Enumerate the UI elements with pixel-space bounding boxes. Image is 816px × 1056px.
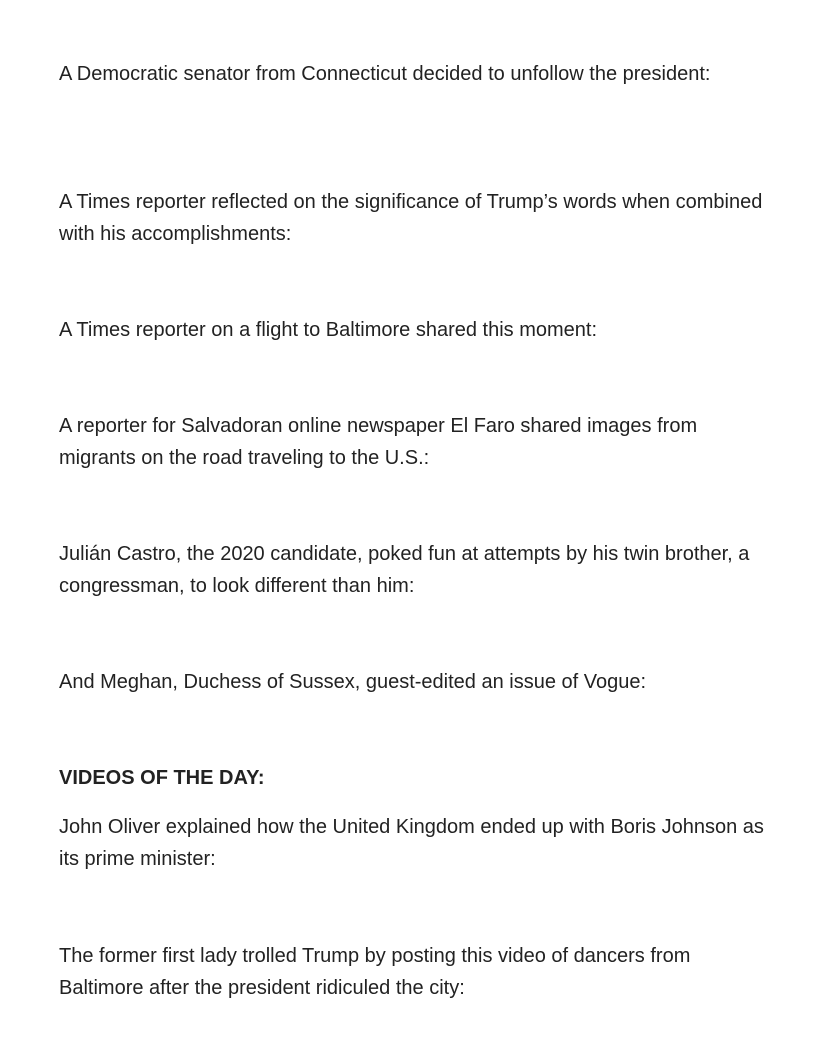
paragraph-senator-unfollow: A Democratic senator from Connecticut decided to unfollow the president: — [59, 63, 711, 85]
videos-of-the-day-heading: VIDEOS OF THE DAY: — [59, 767, 265, 789]
paragraph-john-oliver: John Oliver explained how the United Kingdom ended up with Boris Johnson as its prime minister: — [59, 816, 764, 870]
paragraph-former-first-lady: The former first lady trolled Trump by posting this video of dancers from Baltimore after the president ridiculed the city: — [59, 945, 691, 999]
paragraph-el-faro-reporter: A reporter for Salvadoran online newspaper El Faro shared images from migrants on the road traveling to the U.S.: — [59, 415, 698, 469]
paragraph-baltimore-flight: A Times reporter on a flight to Baltimore shared this moment: — [59, 319, 598, 341]
paragraph-julian-castro: Julián Castro, the 2020 candidate, poked fun at attempts by his twin brother, a congressman, to look different than him: — [59, 543, 750, 597]
paragraph-meghan-vogue: And Meghan, Duchess of Sussex, guest-edited an issue of Vogue: — [59, 671, 647, 693]
paragraph-times-reporter-reflection: A Times reporter reflected on the significance of Trump’s words when combined with his accomplishments: — [59, 191, 763, 245]
